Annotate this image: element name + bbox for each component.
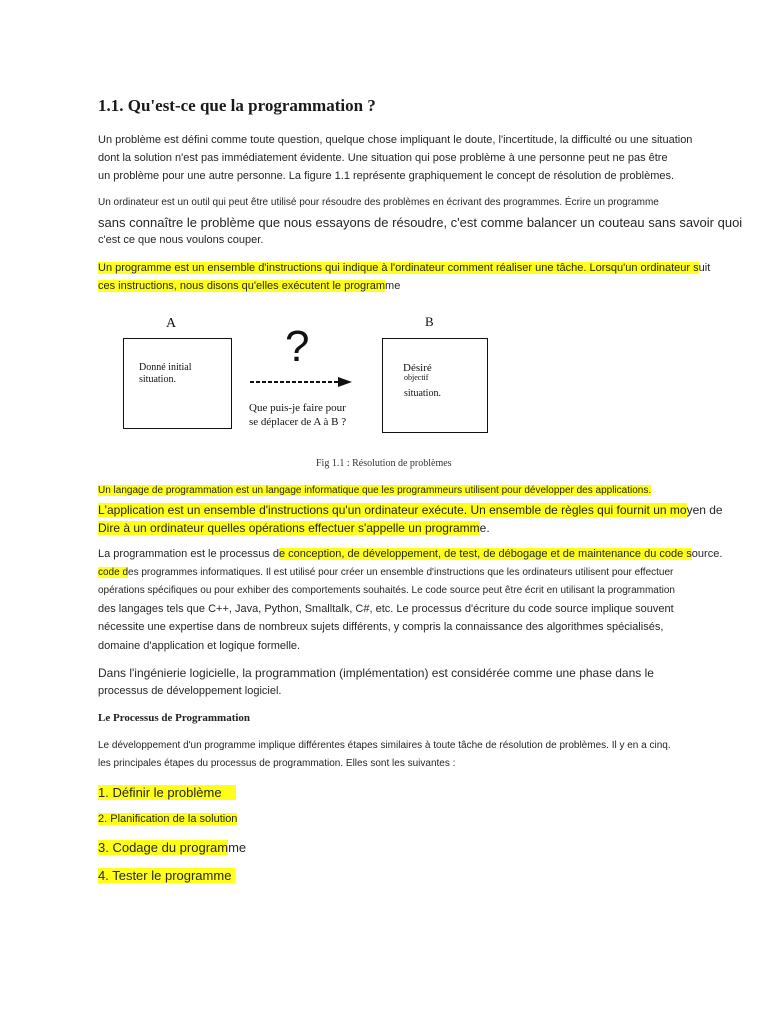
box-a-line-2: situation. (139, 374, 176, 385)
paragraph-5-line-5: nécessite une expertise dans de nombreux sujets différents, y compris la connaissance des algorithmes spécialisés, (98, 621, 664, 633)
paragraph-2-line-1: Un ordinateur est un outil qui peut être utilisé pour résoudre des problèmes en écrivant des programmes. Écrire un programme (98, 197, 659, 208)
text-run: me (385, 280, 401, 292)
paragraph-7-line-1: Le développement d'un programme implique différentes étapes similaires à toute tâche de résolution de problèmes. Il y en a cinq. (98, 740, 671, 751)
box-b-line-1: Désiré (403, 362, 432, 374)
highlight: ces instructions, nous disons qu'elles exécutent le program (98, 280, 386, 292)
text-run: La programmation est le processus d (98, 548, 279, 560)
step-2 (98, 813, 237, 825)
paragraph-4-line-1 (98, 485, 651, 496)
step-4 (98, 868, 235, 883)
paragraph-1-line-1: Un problème est défini comme toute question, quelque chose impliquant le doute, l'incertitude, la difficulté ou une situation (98, 134, 693, 146)
highlight: Dire à un ordinateur quelles opérations effectuer s'appelle un programm (98, 521, 480, 535)
text-run: yen de (686, 503, 723, 517)
box-b-line-2: objectif (404, 373, 429, 382)
paragraph-5-line-1 (98, 548, 722, 560)
paragraph-2-line-3: c'est ce que nous voulons couper. (98, 234, 264, 246)
highlight: e conception, de développement, de test, de débogage et de maintenance du code s (278, 548, 692, 560)
highlight: 4. Tester le programme (98, 868, 235, 883)
paragraph-1-line-2: dont la solution n'est pas immédiatement évidente. Une situation qui pose problème à une personne peut ne pas être (98, 152, 668, 164)
paragraph-1-line-3: un problème pour une autre personne. La figure 1.1 représente graphiquement le concept de résolution de problèmes. (98, 170, 675, 182)
page-title: 1.1. Qu'est-ce que la programmation ? (98, 96, 376, 115)
highlight: 2. Planification de la solution (98, 813, 238, 825)
highlight: 1. Définir le problème (98, 785, 236, 800)
arrow-caption-line-2: se déplacer de A à B ? (249, 416, 347, 428)
paragraph-2-line-2: sans connaître le problème que nous essayons de résoudre, c'est comme balancer un couteau sans savoir quoi (98, 215, 743, 230)
box-a-line-1: Donné initial (139, 362, 192, 373)
text-run: ource. (691, 548, 723, 560)
highlight: Un programme est un ensemble d'instructions qui indique à l'ordinateur comment réaliser une tâche. Lorsqu'un ordinateur s (98, 262, 699, 274)
paragraph-6-line-1: Dans l'ingénierie logicielle, la programmation (implémentation) est considérée comme une phase dans le (98, 666, 654, 680)
paragraph-6-line-2: processus de développement logiciel. (98, 685, 282, 697)
figure-label-a: A (166, 316, 177, 331)
text-run: es programmes informatiques. Il est utilisé pour créer un ensemble d'instructions que les ordinateurs utilisent pour effectuer (128, 567, 674, 578)
text-run: me (228, 840, 247, 855)
figure-label-b: B (425, 314, 434, 329)
paragraph-7-line-2: les principales étapes du processus de programmation. Elles sont les suivantes : (98, 758, 456, 769)
text-run: e. (479, 521, 490, 535)
figure-box-b (382, 338, 488, 433)
paragraph-3-line-2 (98, 280, 400, 292)
paragraph-4-line-2 (98, 503, 723, 517)
step-3 (98, 840, 246, 855)
question-mark: ? (285, 322, 310, 371)
step-1 (98, 785, 236, 800)
paragraph-5-line-4: des langages tels que C++, Java, Python, Smalltalk, C#, etc. Le processus d'écriture du code source implique souvent (98, 603, 674, 615)
text-run: uit (698, 262, 711, 274)
paragraph-4-line-3 (98, 521, 490, 535)
highlight: code d (98, 567, 129, 578)
highlight: Un langage de programmation est un langage informatique que les programmeurs utilisent pour développer des applications. (98, 485, 652, 496)
box-b-line-3: situation. (404, 388, 441, 399)
paragraph-5-line-6: domaine d'application et logique formelle. (98, 640, 301, 652)
figure-caption: Fig 1.1 : Résolution de problèmes (316, 458, 452, 469)
paragraph-5-line-2 (98, 567, 673, 578)
section-title: Le Processus de Programmation (98, 712, 251, 724)
highlight: 3. Codage du program (98, 840, 229, 855)
arrow-caption-line-1: Que puis-je faire pour (249, 402, 346, 414)
paragraph-5-line-3: opérations spécifiques ou pour exhiber des comportements souhaités. Le code source peut être écrit en utilisant la programmation (98, 585, 675, 596)
dashed-arrow (248, 374, 356, 390)
paragraph-3-line-1 (98, 262, 710, 274)
highlight: L'application est un ensemble d'instructions qu'un ordinateur exécute. Un ensemble de règles qui fournit un mo (98, 503, 687, 517)
